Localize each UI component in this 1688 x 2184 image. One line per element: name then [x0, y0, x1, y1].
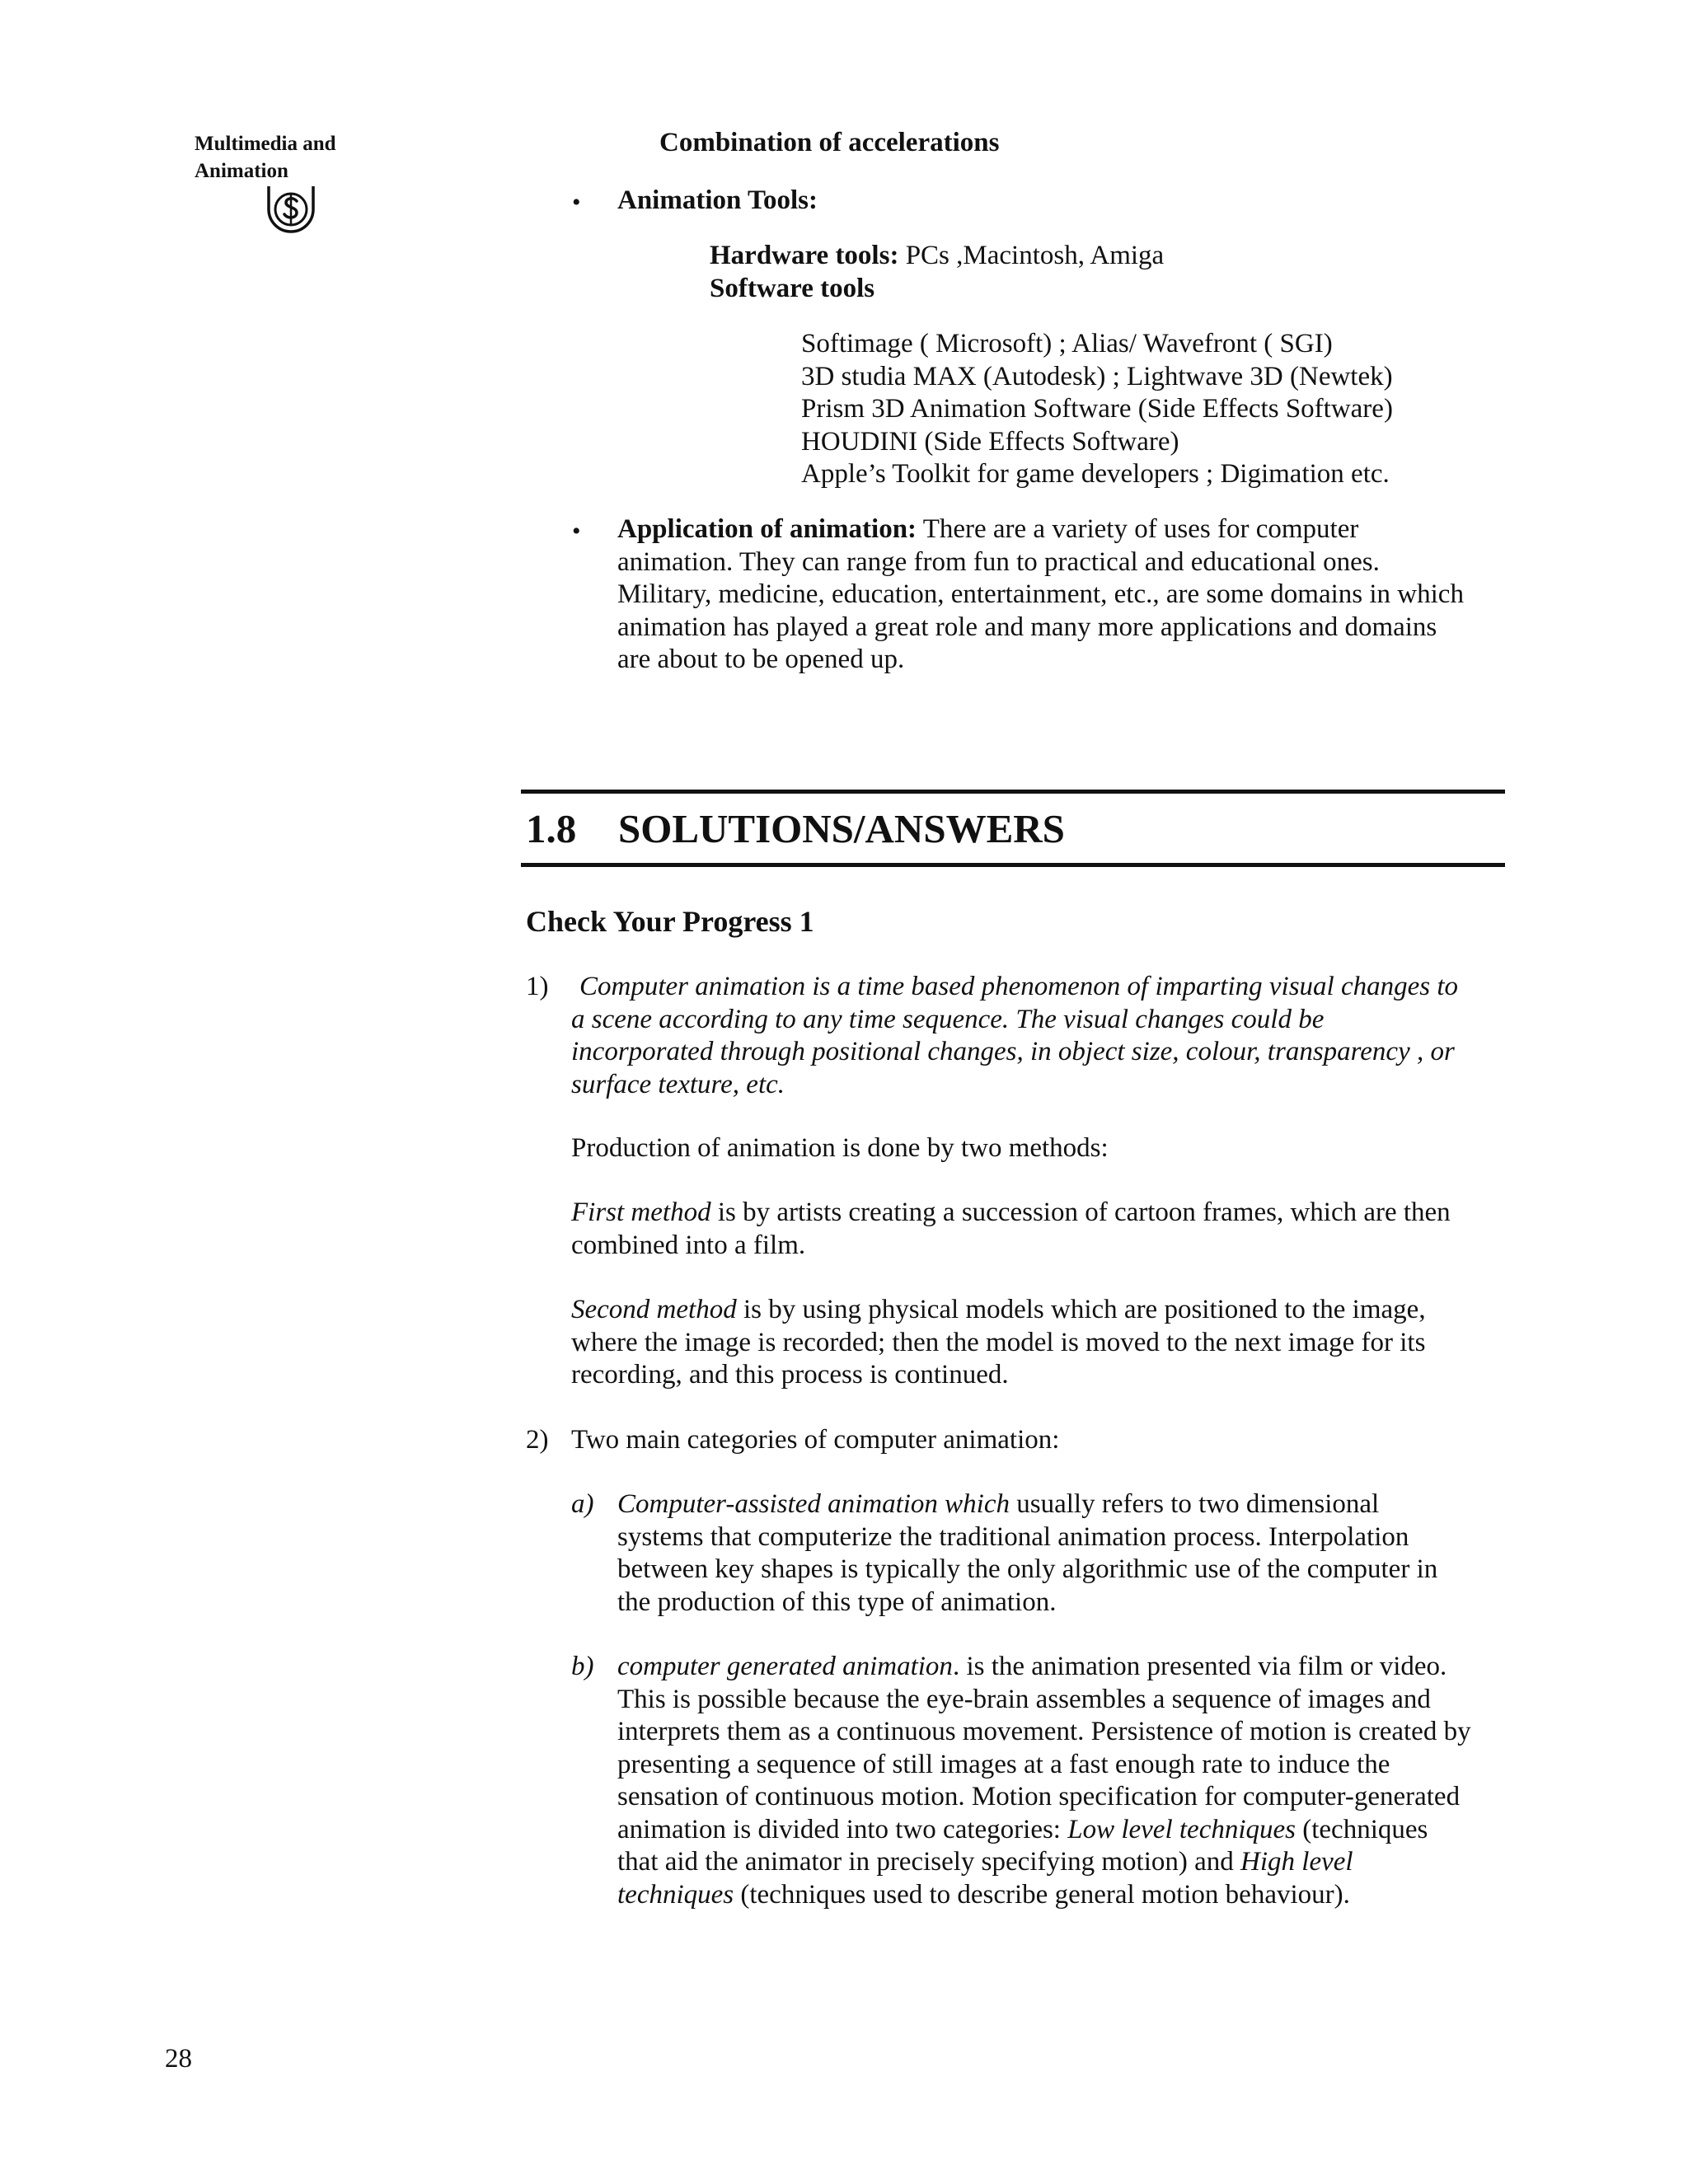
answer2-a-paragraph: [617, 1488, 1437, 1619]
software-item: Softimage ( Microsoft) ; Alias/ Wavefront ( SGI): [801, 329, 1333, 359]
answer2-intro: Two main categories of computer animation:: [571, 1425, 1060, 1455]
answer2-b-line1: . is the animation presented via film or video.: [952, 1652, 1447, 1681]
software-item: Prism 3D Animation Software (Side Effects Software): [801, 394, 1393, 424]
section-title-text: SOLUTIONS/ANSWERS: [618, 806, 1065, 851]
answer1-line: surface texture, etc.: [571, 1069, 785, 1099]
section-title: [526, 806, 1065, 852]
answer2-a-marker: a): [571, 1489, 594, 1519]
answer2-a-italic: Computer-assisted animation which: [617, 1489, 1010, 1519]
bullet-application: •: [572, 518, 581, 545]
answer2-b-line6-start: animation is divided into two categories:: [617, 1814, 1068, 1844]
answer2-a-line: systems that computerize the traditional animation process. Interpolation: [617, 1521, 1409, 1552]
combination-heading: Combination of accelerations: [659, 128, 1000, 157]
animation-tools-label: Animation Tools:: [617, 185, 818, 215]
answer2-a-line: the production of this type of animation.: [617, 1586, 1057, 1617]
software-tools-list: [801, 328, 1393, 491]
answer2-b-line6-end: (techniques: [1296, 1814, 1428, 1844]
second-method-label: Second method: [571, 1295, 737, 1324]
second-method-line2: where the image is recorded; then the model is moved to the next image for its: [571, 1327, 1426, 1357]
answer2-b-line7-start: that aid the animator in precisely specifying motion) and: [617, 1847, 1241, 1877]
software-item: Apple’s Toolkit for game developers ; Digimation etc.: [801, 459, 1390, 489]
answer2-b-line: sensation of continuous motion. Motion specification for computer-generated: [617, 1782, 1461, 1811]
answer2-b-paragraph: [617, 1651, 1471, 1911]
answer2-b-marker: b): [571, 1652, 594, 1681]
techniques-text: techniques: [617, 1879, 734, 1910]
production-text: Production of animation is done by two methods:: [571, 1133, 1109, 1163]
bullet-animation-tools: •: [572, 189, 581, 216]
first-method-line1: is by artists creating a succession of cartoon frames, which are then: [710, 1197, 1451, 1227]
hardware-tools-line: [710, 240, 1164, 273]
answer2-b-italic: computer generated animation: [617, 1652, 953, 1681]
answer1-line: Computer animation is a time based phenomenon of imparting visual changes to: [579, 972, 1459, 1001]
hardware-tools-value: PCs ,Macintosh, Amiga: [898, 241, 1165, 270]
answer2-number: 2): [526, 1425, 549, 1455]
running-header: [195, 130, 409, 185]
answer1-definition: [571, 971, 1458, 1101]
second-method-line3: recording, and this process is continued.: [571, 1360, 1009, 1390]
software-item: 3D studia MAX (Autodesk) ; Lightwave 3D (Newtek): [801, 361, 1393, 391]
application-line: are about to be opened up.: [617, 644, 905, 674]
section-rule-bottom: [521, 863, 1505, 867]
application-paragraph: [617, 513, 1464, 677]
hardware-tools-label: Hardware tools:: [710, 241, 899, 270]
answer2-b-line: This is possible because the eye-brain assembles a sequence of images and: [617, 1684, 1431, 1714]
high-level-text: High level: [1240, 1847, 1353, 1877]
answer2-a-line1: usually refers to two dimensional: [1010, 1489, 1380, 1519]
answer1-line: a scene according to any time sequence. The visual changes could be: [571, 1004, 1325, 1034]
answer2-b-line: interprets them as a continuous movement. Persistence of motion is created by: [617, 1717, 1471, 1746]
application-line: animation. They can range from fun to practical and educational ones.: [617, 546, 1380, 577]
application-line: animation has played a great role and many more applications and domains: [617, 612, 1437, 642]
answer2-b-line: presenting a sequence of still images at a fast enough rate to induce the: [617, 1749, 1390, 1779]
application-line: Military, medicine, education, entertainment, etc., are some domains in which: [617, 579, 1464, 609]
first-method-line2: combined into a film.: [571, 1230, 806, 1260]
running-title-line1: Multimedia and: [195, 133, 336, 155]
second-method-paragraph: [571, 1294, 1426, 1392]
first-method-paragraph: [571, 1197, 1451, 1262]
answer2-b-line8-end: (techniques used to describe general motion behaviour).: [734, 1879, 1350, 1910]
page-number: 28: [165, 2044, 192, 2074]
section-number: 1.8: [526, 806, 577, 851]
application-label: Application of animation:: [617, 514, 917, 544]
first-method-label: First method: [571, 1197, 711, 1227]
answer1-line: incorporated through positional changes, in object size, colour, transparency , or: [571, 1037, 1455, 1066]
university-emblem-icon: [264, 180, 318, 237]
check-progress-heading: Check Your Progress 1: [526, 905, 814, 938]
low-level-techniques: Low level techniques: [1067, 1814, 1296, 1844]
software-tools-label: Software tools: [710, 274, 875, 303]
software-item: HOUDINI (Side Effects Software): [801, 426, 1179, 457]
section-rule-top: [521, 790, 1505, 794]
application-line1: There are a variety of uses for computer: [917, 514, 1359, 544]
answer1-number: 1): [526, 972, 549, 1001]
second-method-line1: is by using physical models which are positioned to the image,: [736, 1295, 1426, 1324]
running-title-line2: Animation: [195, 160, 288, 182]
answer2-a-line: between key shapes is typically the only algorithmic use of the computer in: [617, 1554, 1438, 1584]
